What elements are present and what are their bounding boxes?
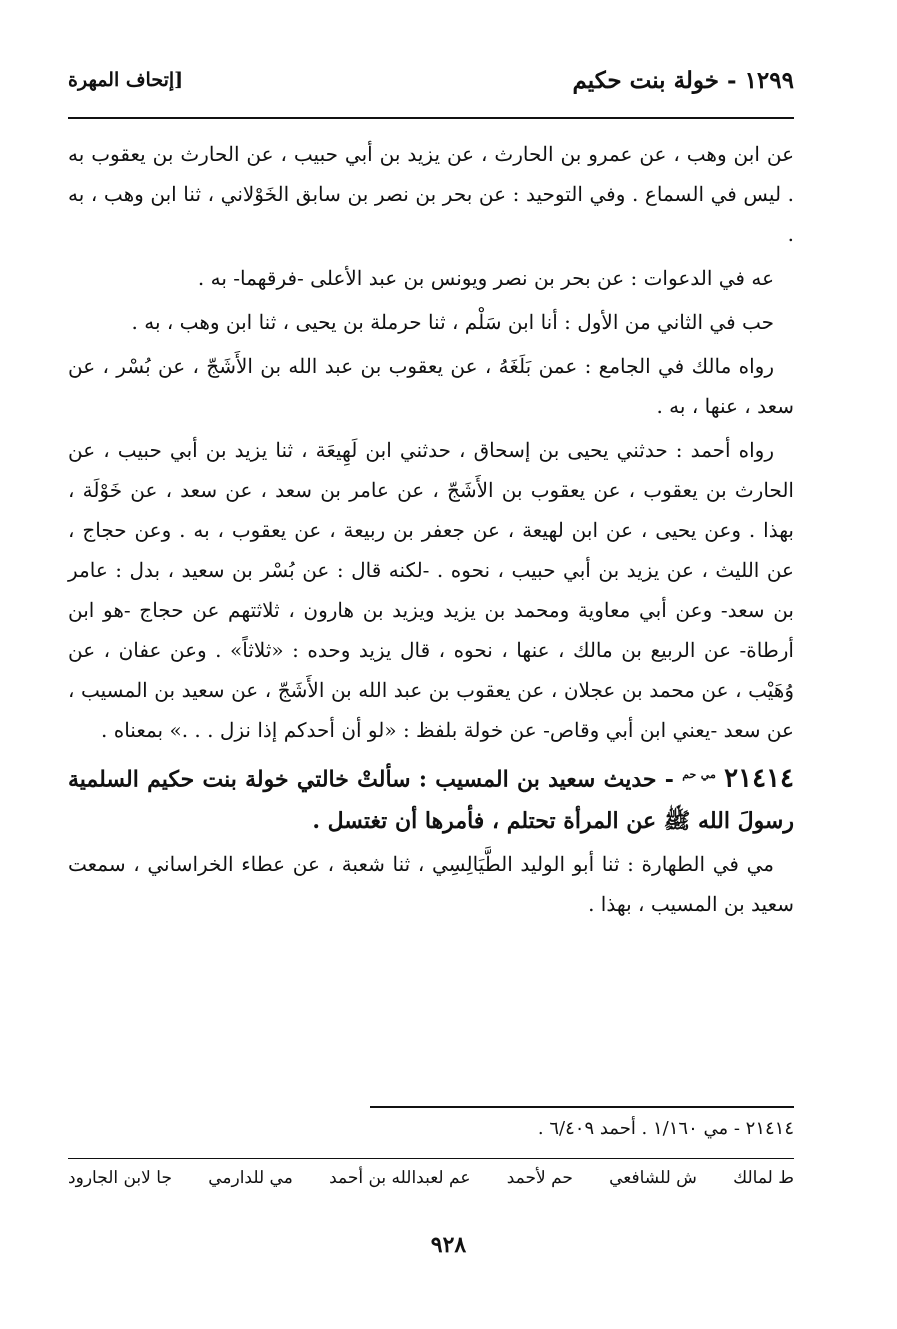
abbreviations-key: [68, 1168, 794, 1188]
abbreviation: ط لمالك: [733, 1168, 794, 1188]
hadith-heading: [68, 754, 794, 842]
hadith-number: ٢١٤١٤: [724, 763, 794, 794]
abbreviations-rule: [68, 1158, 794, 1159]
paragraph: رواه مالك في الجامع : عمن بَلَغَهُ ، عن يعقوب بن عبد الله بن الأَشَجّ ، عن بُسْر ، عن سعد ، عنها ، به .: [68, 354, 794, 418]
paragraph: عه في الدعوات : عن بحر بن نصر ويونس بن عبد الأعلى -فرقهما- به .: [197, 266, 774, 290]
paragraph: رواه أحمد : حدثني يحيى بن إسحاق ، حدثني ابن لَهِيعَة ، ثنا يزيد بن أبي حبيب ، عن الحارث بن يعقوب ، عن يعقوب بن الأَشَجّ ، عن عامر بن سعد ، عن سعد ، عن خَوْلَة ، بهذا . وعن يحيى ، عن ابن لهيعة ، عن جعفر بن ربيعة ، عن يعقوب ، به . وعن حجاج ، عن الليث ، عن يزيد بن أبي حبيب ، نحوه . -لكنه قال : عن بُسْر بن سعيد ، بدل : عامر بن سعد- وعن أبي معاوية ومحمد بن يزيد ويزيد بن هارون ، ثلاثتهم عن حجاج -هو ابن أرطاة- عن الربيع بن مالك ، عنها ، نحوه ، قال يزيد وحده : «ثلاثاً» . وعن عفان ، عن وُهَيْب ، عن محمد بن عجلان ، عن يعقوب بن عبد الله بن الأَشَجّ ، عن سعيد بن المسيب ، عن سعد -يعني ابن أبي وقاص- عن خولة بلفظ : «لو أن أحدكم إذا نزل . . .» بمعناه .: [68, 438, 794, 742]
abbreviation: حم لأحمد: [506, 1168, 573, 1188]
abbreviation: ش للشافعي: [609, 1168, 697, 1188]
footnote-rule: [370, 1106, 794, 1108]
footnote: ٢١٤١٤ - مي ١/١٦٠ . أحمد ٦/٤٠٩ .: [537, 1118, 794, 1139]
page-number: ٩٢٨: [430, 1232, 467, 1258]
header-rule: [68, 117, 794, 119]
paragraph: حب في الثاني من الأول : أنا ابن سَلْم ، ثنا حرملة بن يحيى ، ثنا ابن وهب ، به .: [131, 310, 774, 334]
book-title: [إتحاف المهرة: [68, 69, 184, 91]
paragraph: مي في الطهارة : ثنا أبو الوليد الطَّيَالِسِي ، ثنا شعبة ، عن عطاء الخراساني ، سمعت سعيد بن المسيب ، بهذا .: [68, 852, 794, 917]
hadith-sigla: مي حم: [682, 768, 716, 781]
main-text: [68, 134, 794, 928]
abbreviation: مي للدارمي: [208, 1168, 293, 1188]
chapter-title: ١٢٩٩ - خولة بنت حكيم: [572, 66, 794, 94]
abbreviation: عم لعبدالله بن أحمد: [329, 1168, 471, 1188]
paragraph: عن ابن وهب ، عن عمرو بن الحارث ، عن يزيد بن أبي حبيب ، عن الحارث بن يعقوب به . ليس في السماع . وفي التوحيد : عن بحر بن نصر بن سابق الخَوْلاني ، ثنا ابن وهب ، به .: [68, 142, 794, 246]
hadith-text: - حديث سعيد بن المسيب : سألتْ خالتي خولة بنت حكيم السلمية رسولَ الله ﷺ عن المرأة تحتلم ، فأمرها أن تغتسل .: [68, 766, 794, 835]
abbreviation: جا لابن الجارود: [68, 1168, 172, 1188]
running-header: [68, 60, 794, 100]
